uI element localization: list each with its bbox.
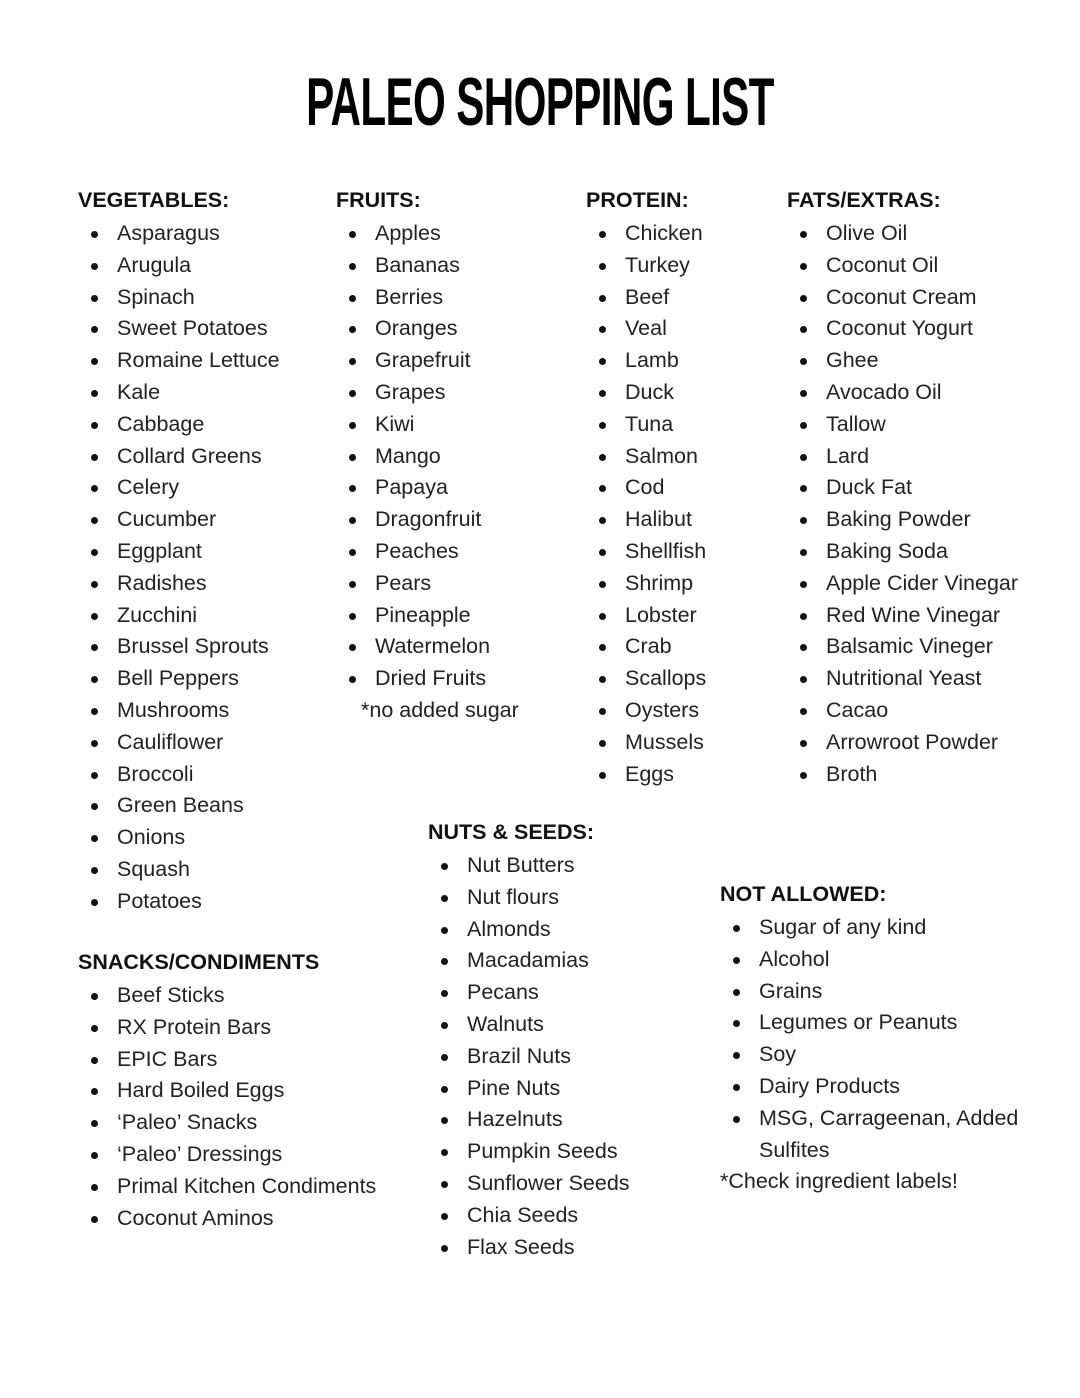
list-item: Radishes [78, 568, 280, 600]
list-item: Halibut [586, 504, 706, 536]
list-item: Apples [336, 218, 519, 250]
not-allowed-heading: NOT ALLOWED: [720, 882, 887, 906]
protein-section [586, 186, 706, 790]
list-item: Beef [586, 282, 706, 314]
list-item: Celery [78, 472, 280, 504]
list-item: Baking Powder [787, 504, 1018, 536]
protein-list [586, 218, 706, 790]
list-item: Pumpkin Seeds [428, 1136, 630, 1168]
not-allowed-section [720, 880, 1018, 1198]
list-item: Balsamic Vineger [787, 631, 1018, 663]
list-item: Sugar of any kind [720, 912, 1018, 944]
list-item: Pineapple [336, 600, 519, 632]
list-item: Sunflower Seeds [428, 1168, 630, 1200]
list-item: Walnuts [428, 1009, 630, 1041]
list-item [720, 1103, 1018, 1167]
list-item: Grains [720, 976, 1018, 1008]
list-item: Cod [586, 472, 706, 504]
fruits-list [336, 218, 519, 695]
list-item: Papaya [336, 472, 519, 504]
list-item: Tuna [586, 409, 706, 441]
list-item: Pears [336, 568, 519, 600]
list-item: Grapes [336, 377, 519, 409]
snacks-condiments-list [78, 980, 376, 1234]
list-item: Coconut Cream [787, 282, 1018, 314]
list-item: Beef Sticks [78, 980, 376, 1012]
list-item: Eggs [586, 759, 706, 791]
nuts-seeds-section [428, 818, 630, 1263]
list-item: Alcohol [720, 944, 1018, 976]
list-item: Broccoli [78, 759, 280, 791]
list-item: Mango [336, 441, 519, 473]
list-item: Dairy Products [720, 1071, 1018, 1103]
list-item: Arrowroot Powder [787, 727, 1018, 759]
list-item: Cucumber [78, 504, 280, 536]
list-item: Peaches [336, 536, 519, 568]
list-item: Oysters [586, 695, 706, 727]
list-item: Veal [586, 313, 706, 345]
list-item: ‘Paleo’ Dressings [78, 1139, 376, 1171]
list-item: Onions [78, 822, 280, 854]
list-item: Dragonfruit [336, 504, 519, 536]
vegetables-section [78, 186, 280, 918]
list-item: Chia Seeds [428, 1200, 630, 1232]
list-item: Hard Boiled Eggs [78, 1075, 376, 1107]
list-item: Chicken [586, 218, 706, 250]
not-allowed-last-item-line1: MSG, Carrageenan, Added [759, 1105, 1019, 1130]
list-item: Avocado Oil [787, 377, 1018, 409]
list-item: Grapefruit [336, 345, 519, 377]
list-item: EPIC Bars [78, 1044, 376, 1076]
not-allowed-last-item-line2: Sulfites [759, 1137, 830, 1162]
page-title: PALEO SHOPPING LIST [306, 64, 774, 140]
list-item: Oranges [336, 313, 519, 345]
list-item: Arugula [78, 250, 280, 282]
vegetables-heading: VEGETABLES: [78, 188, 230, 212]
snacks-condiments-section [78, 948, 376, 1234]
not-allowed-note: *Check ingredient labels! [720, 1169, 958, 1194]
list-item: Red Wine Vinegar [787, 600, 1018, 632]
list-item: Scallops [586, 663, 706, 695]
list-item: ‘Paleo’ Snacks [78, 1107, 376, 1139]
list-item: Lard [787, 441, 1018, 473]
snacks-condiments-heading: SNACKS/CONDIMENTS [78, 950, 320, 974]
fats-extras-section [787, 186, 1018, 790]
list-item: Duck [586, 377, 706, 409]
list-item: Potatoes [78, 886, 280, 918]
fats-extras-heading: FATS/EXTRAS: [787, 188, 941, 212]
list-item: Ghee [787, 345, 1018, 377]
list-item: Lobster [586, 600, 706, 632]
list-item: Collard Greens [78, 441, 280, 473]
fruits-section [336, 186, 519, 727]
list-item: Cauliflower [78, 727, 280, 759]
list-item: Shrimp [586, 568, 706, 600]
not-allowed-last-list [720, 1103, 1018, 1167]
list-item: Hazelnuts [428, 1104, 630, 1136]
list-item: Turkey [586, 250, 706, 282]
nuts-seeds-list [428, 850, 630, 1263]
list-item: Olive Oil [787, 218, 1018, 250]
list-item: Duck Fat [787, 472, 1018, 504]
list-item: Brazil Nuts [428, 1041, 630, 1073]
list-item: Legumes or Peanuts [720, 1007, 1018, 1039]
list-item: Mushrooms [78, 695, 280, 727]
list-item: Almonds [428, 914, 630, 946]
list-item: Asparagus [78, 218, 280, 250]
list-item: Coconut Oil [787, 250, 1018, 282]
list-item: Watermelon [336, 631, 519, 663]
list-item: Nut Butters [428, 850, 630, 882]
list-item: Lamb [586, 345, 706, 377]
list-item: Berries [336, 282, 519, 314]
fats-extras-list [787, 218, 1018, 790]
list-item: Soy [720, 1039, 1018, 1071]
list-item: Salmon [586, 441, 706, 473]
list-item: Primal Kitchen Condiments [78, 1171, 376, 1203]
list-item: Flax Seeds [428, 1232, 630, 1264]
list-item: Pine Nuts [428, 1073, 630, 1105]
list-item: Tallow [787, 409, 1018, 441]
list-item: Bell Peppers [78, 663, 280, 695]
list-item: Sweet Potatoes [78, 313, 280, 345]
list-item: Coconut Aminos [78, 1203, 376, 1235]
list-item: Macadamias [428, 945, 630, 977]
list-item: Shellfish [586, 536, 706, 568]
list-item: Cabbage [78, 409, 280, 441]
list-item: Baking Soda [787, 536, 1018, 568]
list-item: Crab [586, 631, 706, 663]
list-item: Kale [78, 377, 280, 409]
protein-heading: PROTEIN: [586, 188, 689, 212]
list-item: Nut flours [428, 882, 630, 914]
list-item: Dried Fruits [336, 663, 519, 695]
list-item: Bananas [336, 250, 519, 282]
list-item: Green Beans [78, 790, 280, 822]
list-item: Nutritional Yeast [787, 663, 1018, 695]
list-item: RX Protein Bars [78, 1012, 376, 1044]
not-allowed-list [720, 912, 1018, 1103]
list-item: Mussels [586, 727, 706, 759]
vegetables-list [78, 218, 280, 918]
list-item: Cacao [787, 695, 1018, 727]
fruits-note: *no added sugar [361, 697, 519, 722]
list-item: Eggplant [78, 536, 280, 568]
list-item: Brussel Sprouts [78, 631, 280, 663]
list-item: Spinach [78, 282, 280, 314]
nuts-seeds-heading: NUTS & SEEDS: [428, 820, 595, 844]
fruits-heading: FRUITS: [336, 188, 421, 212]
list-item: Squash [78, 854, 280, 886]
list-item: Kiwi [336, 409, 519, 441]
list-item: Apple Cider Vinegar [787, 568, 1018, 600]
list-item: Broth [787, 759, 1018, 791]
list-item: Coconut Yogurt [787, 313, 1018, 345]
list-item: Romaine Lettuce [78, 345, 280, 377]
list-item: Zucchini [78, 600, 280, 632]
list-item: Pecans [428, 977, 630, 1009]
